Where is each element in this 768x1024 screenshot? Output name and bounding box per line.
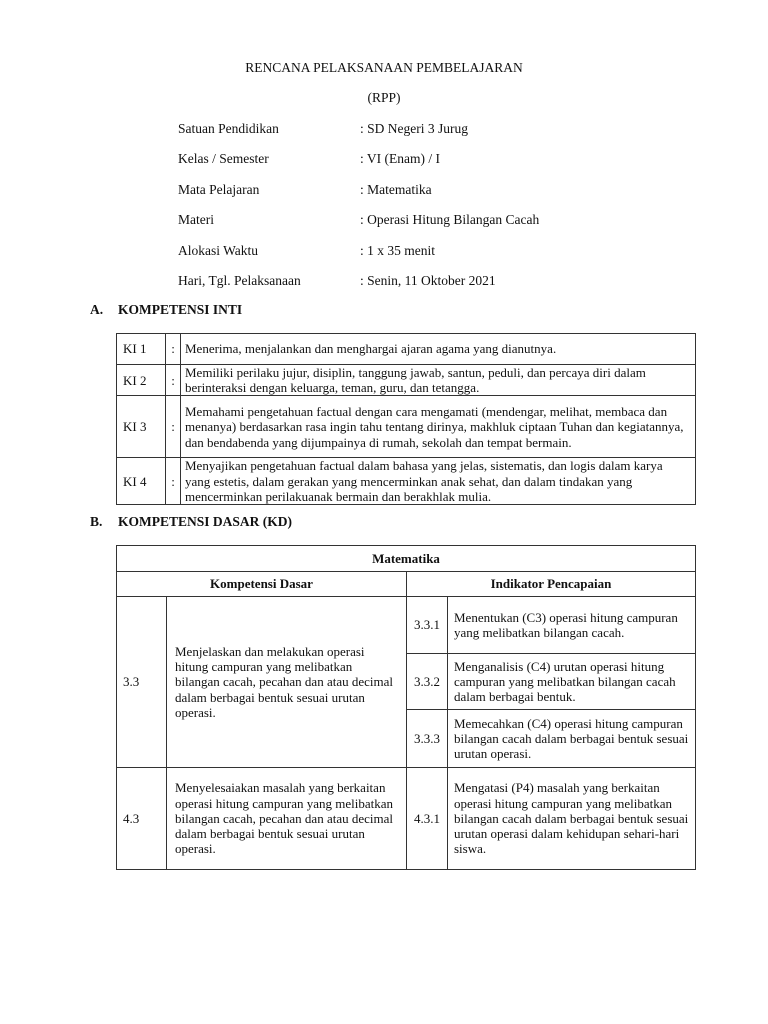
section-letter: B. [90, 514, 103, 529]
ki-colon: : [166, 365, 181, 396]
table-row [117, 458, 696, 505]
table-row [117, 768, 696, 870]
info-block [178, 121, 738, 303]
section-letter: A. [90, 302, 104, 317]
info-row [178, 273, 738, 303]
indicator-text: Memecahkan (C4) operasi hitung campuran bilangan cacah dalam berbagai bentuk sesuai urutan operasi. [448, 710, 696, 768]
ki-colon: : [166, 396, 181, 458]
indicator-number: 3.3.2 [407, 654, 448, 710]
ki-colon: : [166, 458, 181, 505]
document-title: RENCANA PELAKSANAAN PEMBELAJARAN [245, 60, 523, 75]
info-row [178, 151, 738, 181]
info-label: Hari, Tgl. Pelaksanaan [178, 272, 301, 288]
ki-colon: : [166, 334, 181, 365]
info-value: : Operasi Hitung Bilangan Cacah [360, 212, 540, 228]
kd-number: 3.3 [117, 597, 167, 768]
section-heading-kompetensi-dasar [90, 514, 292, 530]
info-label: Materi [178, 212, 214, 228]
ki-text: Memahami pengetahuan factual dengan cara mengamati (mendengar, melihat, membaca dan menanya) berdasarkan rasa ingin tahu tentang dirinya, makhluk ciptaan Tuhan dan kegiatannya, dan bendabenda yang dijumpainya di rumah, sekolah dan tempat bermain. [181, 396, 696, 458]
section-heading-kompetensi-inti [90, 302, 242, 318]
info-row [178, 182, 738, 212]
ki-text: Menerima, menjalankan dan menghargai ajaran agama yang dianutnya. [181, 334, 696, 365]
kd-text: Menyelesaiakan masalah yang berkaitan operasi hitung campuran yang melibatkan bilangan cacah, pecahan dan atau decimal dalam berbagai bentuk sesuai urutan operasi. [167, 768, 407, 870]
info-value: : Matematika [360, 181, 432, 197]
kompetensi-inti-table [116, 333, 696, 505]
info-label: Kelas / Semester [178, 151, 269, 167]
info-value: : 1 x 35 menit [360, 242, 435, 258]
table-row [117, 572, 696, 597]
table-row [117, 546, 696, 572]
table-row [117, 396, 696, 458]
document-subtitle: (RPP) [367, 90, 401, 105]
indicator-text: Menentukan (C3) operasi hitung campuran yang melibatkan bilangan cacah. [448, 597, 696, 654]
kd-text: Menjelaskan dan melakukan operasi hitung campuran yang melibatkan bilangan cacah, pecahan dan atau decimal dalam berbagai bentuk sesuai urutan operasi. [167, 597, 407, 768]
table-row [117, 597, 696, 654]
info-row [178, 212, 738, 242]
ki-text: Memiliki perilaku jujur, disiplin, tanggung jawab, santun, peduli, dan percaya diri dalam berinteraksi dengan keluarga, teman, guru, dan tetangga. [181, 365, 696, 396]
info-row [178, 243, 738, 273]
indicator-text: Menganalisis (C4) urutan operasi hitung campuran yang melibatkan bilangan cacah dalam berbagai bentuk. [448, 654, 696, 710]
info-label: Alokasi Waktu [178, 242, 259, 258]
indicator-text: Mengatasi (P4) masalah yang berkaitan operasi hitung campuran yang melibatkan bilangan cacah dalam berbagai bentuk sesuai urutan operasi dalam kehidupan sehari-hari siswa. [448, 768, 696, 870]
indicator-number: 3.3.3 [407, 710, 448, 768]
info-label: Satuan Pendidikan [178, 121, 279, 136]
kd-number: 4.3 [117, 768, 167, 870]
table-row [117, 365, 696, 396]
ki-code: KI 3 [117, 396, 166, 458]
section-title: KOMPETENSI DASAR (KD) [118, 514, 293, 529]
indicator-number: 3.3.1 [407, 597, 448, 654]
info-value: : Senin, 11 Oktober 2021 [360, 272, 496, 288]
ki-code: KI 4 [117, 458, 166, 505]
column-header-indikator: Indikator Pencapaian [407, 572, 696, 597]
column-header-kompetensi-dasar: Kompetensi Dasar [117, 572, 407, 597]
kompetensi-dasar-table [116, 545, 696, 870]
ki-text: Menyajikan pengetahuan factual dalam bahasa yang jelas, sistematis, dan logis dalam karya yang estetis, dalam gerakan yang mencerminkan anak sehat, dan dalam tindakan yang mencerminkan perilakuanak bermain dan berakhlak mulia. [181, 458, 696, 505]
subject-header: Matematika [117, 546, 696, 572]
ki-code: KI 2 [117, 365, 166, 396]
info-row [178, 121, 738, 151]
info-value: : SD Negeri 3 Jurug [360, 121, 468, 136]
indicator-number: 4.3.1 [407, 768, 448, 870]
ki-code: KI 1 [117, 334, 166, 365]
info-value: : VI (Enam) / I [360, 151, 440, 167]
info-label: Mata Pelajaran [178, 181, 260, 197]
section-title: KOMPETENSI INTI [118, 302, 243, 317]
table-row [117, 334, 696, 365]
